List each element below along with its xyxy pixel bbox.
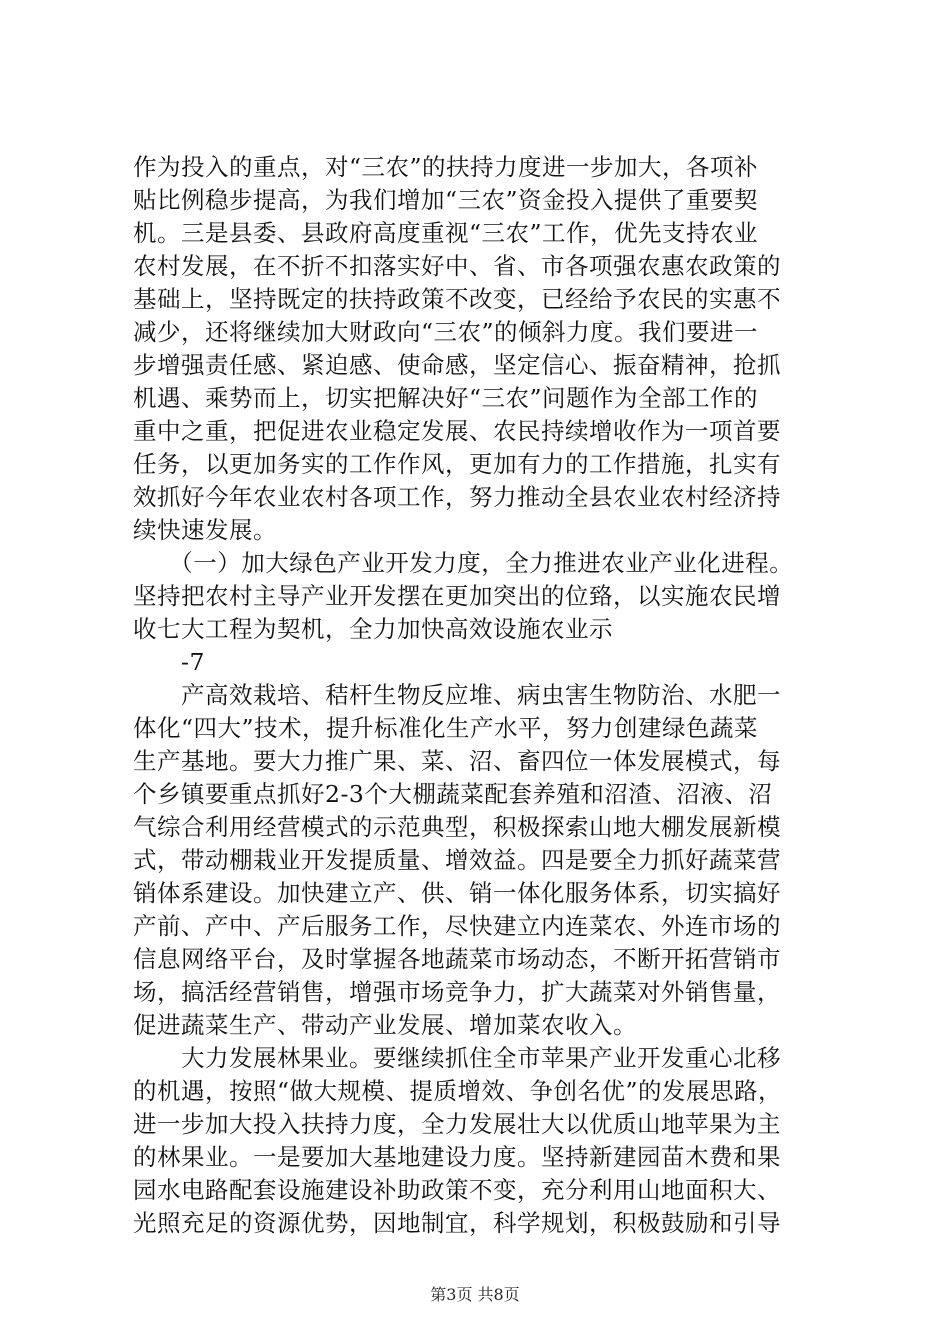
text-line: 机。三是县委、县政府高度重视“三农”工作，优先支持农业 bbox=[133, 219, 759, 247]
text-line: 光照充足的资源优势，因地制宜，科学规划，积极鼓励和引导 bbox=[133, 1209, 781, 1237]
text-line: 效抓好今年农业农村各项工作，努力推动全县农业农村经济持 bbox=[133, 483, 781, 511]
text-line: 减少，还将继续加大财政向“三农”的倾斜力度。我们要进一 bbox=[133, 318, 759, 346]
text-line: 信息网络平台，及时掌握各地蔬菜市场动态，不断开拓营销市 bbox=[133, 945, 781, 973]
page-footer: 第3页 共8页 bbox=[430, 1285, 520, 1304]
text-line: 贴比例稳步提高，为我们增加“三农”资金投入提供了重要契 bbox=[133, 186, 759, 214]
text-line: 生产基地。要大力推广果、菜、沼、畜四位一体发展模式，每 bbox=[133, 747, 781, 775]
body-text bbox=[133, 151, 833, 1240]
text-line: （一）加大绿色产业开发力度，全力推进农业产业化进程。 bbox=[133, 549, 794, 577]
text-line: 基础上，坚持既定的扶持政策不改变，已经给予农民的实惠不 bbox=[133, 285, 781, 313]
text-line: 体化“四大”技术，提升标准化生产水平，努力创建绿色蔬菜 bbox=[133, 714, 759, 742]
text-line: 坚持把农村主导产业开发摆在更加突出的位臵，以实施农民增 bbox=[133, 582, 781, 610]
text-line: 园水电路配套设施建设补助政策不变，充分利用山地面积大、 bbox=[133, 1176, 781, 1204]
text-line: 作为投入的重点，对“三农”的扶持力度进一步加大，各项补 bbox=[133, 153, 759, 181]
text-line: 机遇、乘势而上，切实把解决好“三农”问题作为全部工作的 bbox=[133, 384, 759, 412]
text-line: 销体系建设。加快建立产、供、销一体化服务体系，切实搞好 bbox=[133, 879, 781, 907]
text-line: 大力发展林果业。要继续抓住全市苹果产业开发重心北移 bbox=[133, 1044, 781, 1072]
text-line: 农村发展，在不折不扣落实好中、省、市各项强农惠农政策的 bbox=[133, 252, 781, 280]
text-line: 进一步加大投入扶持力度，全力发展壮大以优质山地苹果为主 bbox=[133, 1110, 781, 1138]
text-line: 气综合利用经营模式的示范典型，积极探索山地大棚发展新模 bbox=[133, 813, 781, 841]
text-line: 的机遇，按照“做大规模、提质增效、争创名优”的发展思路， bbox=[133, 1077, 783, 1105]
text-line: 产前、产中、产后服务工作，尽快建立内连菜农、外连市场的 bbox=[133, 912, 781, 940]
text-line: 式，带动棚栽业开发提质量、增效益。四是要全力抓好蔬菜营 bbox=[133, 846, 781, 874]
text-line: 续快速发展。 bbox=[133, 516, 277, 544]
text-line: -7 bbox=[133, 648, 205, 676]
text-line: 场，搞活经营销售，增强市场竞争力，扩大蔬菜对外销售量， bbox=[133, 978, 781, 1006]
text-line: 收七大工程为契机，全力加快高效设施农业示 bbox=[133, 615, 613, 643]
text-line: 产高效栽培、秸杆生物反应堆、病虫害生物防治、水肥一 bbox=[133, 681, 781, 709]
text-line: 步增强责任感、紧迫感、使命感，坚定信心、振奋精神，抢抓 bbox=[133, 351, 781, 379]
text-line: 的林果业。一是要加大基地建设力度。坚持新建园苗木费和果 bbox=[133, 1143, 781, 1171]
text-line: 个乡镇要重点抓好2-3个大棚蔬菜配套养殖和沼渣、沼液、沼 bbox=[133, 780, 773, 808]
text-line: 重中之重，把促进农业稳定发展、农民持续增收作为一项首要 bbox=[133, 417, 781, 445]
text-line: 促进蔬菜生产、带动产业发展、增加菜农收入。 bbox=[133, 1011, 637, 1039]
text-line: 任务，以更加务实的工作作风，更加有力的工作措施，扎实有 bbox=[133, 450, 781, 478]
